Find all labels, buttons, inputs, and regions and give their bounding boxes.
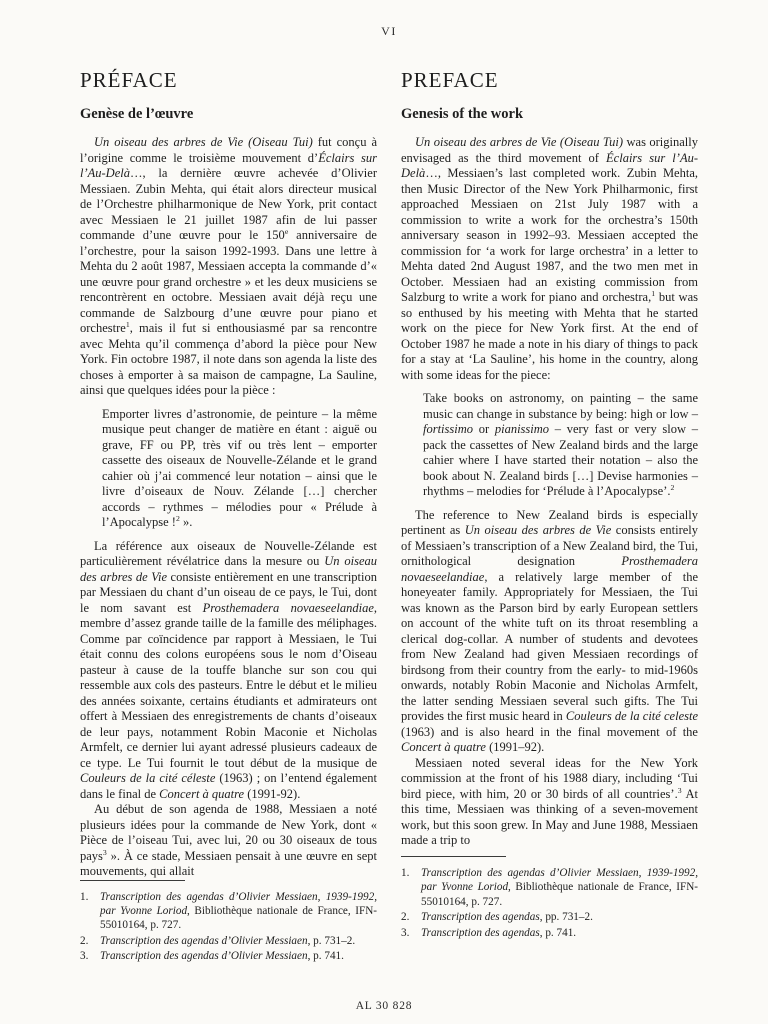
footnote-text: Transcription des agendas d’Olivier Messiaen, 1939-1992, par Yvonne Loriod, Bibliothèque nationale de France, IFN-55010164, p. 727. (421, 866, 698, 908)
footnote-number: 2. (401, 911, 410, 924)
footnote-number: 1. (80, 890, 89, 903)
footnote-text: Transcription des agendas, pp. 731–2. (421, 911, 593, 924)
footnote-rule (80, 880, 185, 881)
paragraph-en-1: Un oiseau des arbres de Vie (Oiseau Tui) was originally envisaged as the third movement of Éclairs sur l’Au-Delà…, Messiaen’s last completed work. Zubin Mehta, then Music Director of the New York Philharmonic, first approached Messiaen on 21st July 1987 with a commission to write a work for the orchestra’s 150th anniversary season in 1992–93. Messiaen accepted the commission for ‘a work for large orchestra’ in a letter to Mehta dated 2nd August 1987, and the two men met in October. Messiaen had an existing commission from Salzburg to write a work for piano and orchestra,$^1$ but was so enthused by his meeting with Mehta that he started work on the piece for New York first. At the end of October 1987 he made a note in his diary of things to pack for a stay at ‘La Sauline’, his home in the country, along with some ideas for the piece: (401, 135, 698, 382)
footnotes-french (80, 880, 377, 975)
paragraph-fr-3: Au début de son agenda de 1988, Messiaen a noté plusieurs idées pour la commande de New York, dont « Pièce de l’oiseau Tui, avec lui, 20 ou 30 oiseaux de tous pays$^3$ ». À ce stade, Messiaen pensait à une œuvre en sept mouvements, qui allait (80, 802, 377, 878)
footnote-text: Transcription des agendas d’Olivier Messiaen, p. 731–2. (100, 934, 356, 947)
paragraph-fr-1: Un oiseau des arbres de Vie (Oiseau Tui) fut conçu à l’origine comme le troisième mouvement d’Éclairs sur l’Au-Delà…, la dernière œuvre achevée d’Olivier Messiaen. Zubin Mehta, qui était alors directeur musical de l’Orchestre philharmonique de New York, prit contact avec Messiaen le 21 juillet 1987 afin de lui passer commande d’une œuvre pour le 150e anniversaire de l’orchestre, pour la saison 1992-1993. Dans une lettre à Mehta du 2 août 1987, Messiaen accepta la commande d’« une œuvre pour grand orchestre » et les deux musiciens se rencontrèrent en octobre. Messiaen avait déjà reçu une commande de Salzbourg d’une œuvre pour piano et orchestre$^1$, mais il fut si enthousiasmé par sa rencontre avec Mehta qu’il commença d’abord la pièce pour New York. Fin octobre 1987, il note dans son agenda la liste des choses à emporter à sa maison de campagne, La Sauline, ainsi que quelques idées pour la pièce : (80, 135, 377, 397)
blockquote-en: Take books on astronomy, on painting – the same music can change in substance by being: high or low – fortissimo or pianissimo – very fast or very slow – pack the cassettes of New Zealand birds and the large cahier where I have started their notation – also the book about N. Zealand birds […] Devise harmonies – rhythms – melodies for ‘Prélude à l’Apocalypse’.$^2$ (423, 391, 699, 498)
footnote-text: Transcription des agendas d’Olivier Messiaen, 1939-1992, par Yvonne Loriod, Bibliothèque nationale de France, IFN-55010164, p. 727. (100, 890, 377, 932)
footnotes-english (401, 856, 698, 951)
paragraph-fr-2: La référence aux oiseaux de Nouvelle-Zélande est particulièrement révélatrice dans la mesure ou Un oiseau des arbres de Vie consiste entièrement en une transcription par Messiaen du chant d’un oiseau de ce pays, le Tui, dont le nom savant est Prosthemadera novaeseelandiae, membre d’assez grande taille de la famille des méliphages. Comme par coïncidence par rapport à Messiaen, le Tui était connu des colons européens sous le nom d’Oiseau pasteur à cause de la touffe blanche sur son cou qui ressemble aux cols des pasteurs. Entre le début et le milieu des années soixante, certains étudiants et admirateurs ont offert à Messiaen des enregistrements de chants d’oiseaux de leur pays, notamment Robin Maconie et Nicholas Armfelt, ce dernier lui ayant adressé plusieurs cadeaux de ce type. Le Tui fournit le tout début de la musique de Couleurs de la cité céleste (1963) ; on l’entend également dans le final de Concert à quatre (1991-92). (80, 538, 377, 801)
footnote-number: 2. (80, 934, 89, 947)
footnote-number: 3. (80, 950, 89, 963)
footnote (80, 949, 377, 963)
plate-number: AL 30 828 (355, 1000, 413, 1012)
preface-title-french: PRÉFACE (80, 68, 178, 92)
section-heading-english: Genesis of the work (401, 105, 524, 122)
footnote (80, 890, 377, 933)
footnote (80, 934, 377, 948)
footnote-number: 1. (401, 866, 410, 879)
footnote-text: Transcription des agendas d’Olivier Messiaen, p. 741. (100, 950, 344, 963)
french-column (80, 59, 377, 963)
footnote-text: Transcription des agendas, p. 741. (421, 926, 577, 939)
paragraph-en-2: The reference to New Zealand birds is especially pertinent as Un oiseau des arbres de Vie consists entirely of Messiaen’s transcription of a New Zealand bird, the Tui, ornithological designation Prosthemadera novaeseelandiae, a relatively large member of the honeyeater family. Appropriately for Messiaen, the Tui was known as the Parson bird by early European settlers on account of the white tuft on its throat resembling a clerical dog-collar. A number of students and devotees from New Zealand had given Messiaen recordings of birdsong from their country from the early- to mid-1960s onwards, notably Robin Maconie and Nicholas Armfelt, the latter sending Messiaen several such gifts. The Tui provides the first music heard in Couleurs de la cité celeste (1963) and is also heard in the final movement of the Concert à quatre (1991–92). (401, 507, 699, 754)
blockquote-fr: Emporter livres d’astronomie, de peinture – la même musique peut changer de matière en étant : aiguë ou grave, FF ou PP, très vif ou très lent – emporter cassette des oiseaux de Nouvelle-Zélande et le grand cahier où j’ai commencé leur notation – ainsi que le livre d’oiseaux de Nouv. Zélande […] chercher accords – rythmes – mélodies pour « Prélude à l’Apocalypse !$^2$ ». (102, 406, 377, 529)
page-number: VI (381, 24, 397, 38)
footnote (401, 926, 698, 940)
footnote-number: 3. (401, 926, 410, 939)
paragraph-en-3: Messiaen noted several ideas for the New York commission at the front of his 1988 diary, including ‘Tui bird piece, with him, 20 or 30 birds of all countries’.$^3$ At this time, Messiaen was thinking of a seven-movement work, but this soon grew. In May and June 1988, Messiaen made a trip to (401, 755, 698, 847)
section-heading-french: Genèse de l’œuvre (80, 105, 194, 122)
english-column (401, 59, 698, 951)
footnote (401, 910, 698, 924)
footnote-rule (401, 856, 506, 857)
preface-title-english: PREFACE (401, 68, 499, 92)
two-column-layout (80, 59, 699, 963)
footnote (401, 866, 698, 909)
